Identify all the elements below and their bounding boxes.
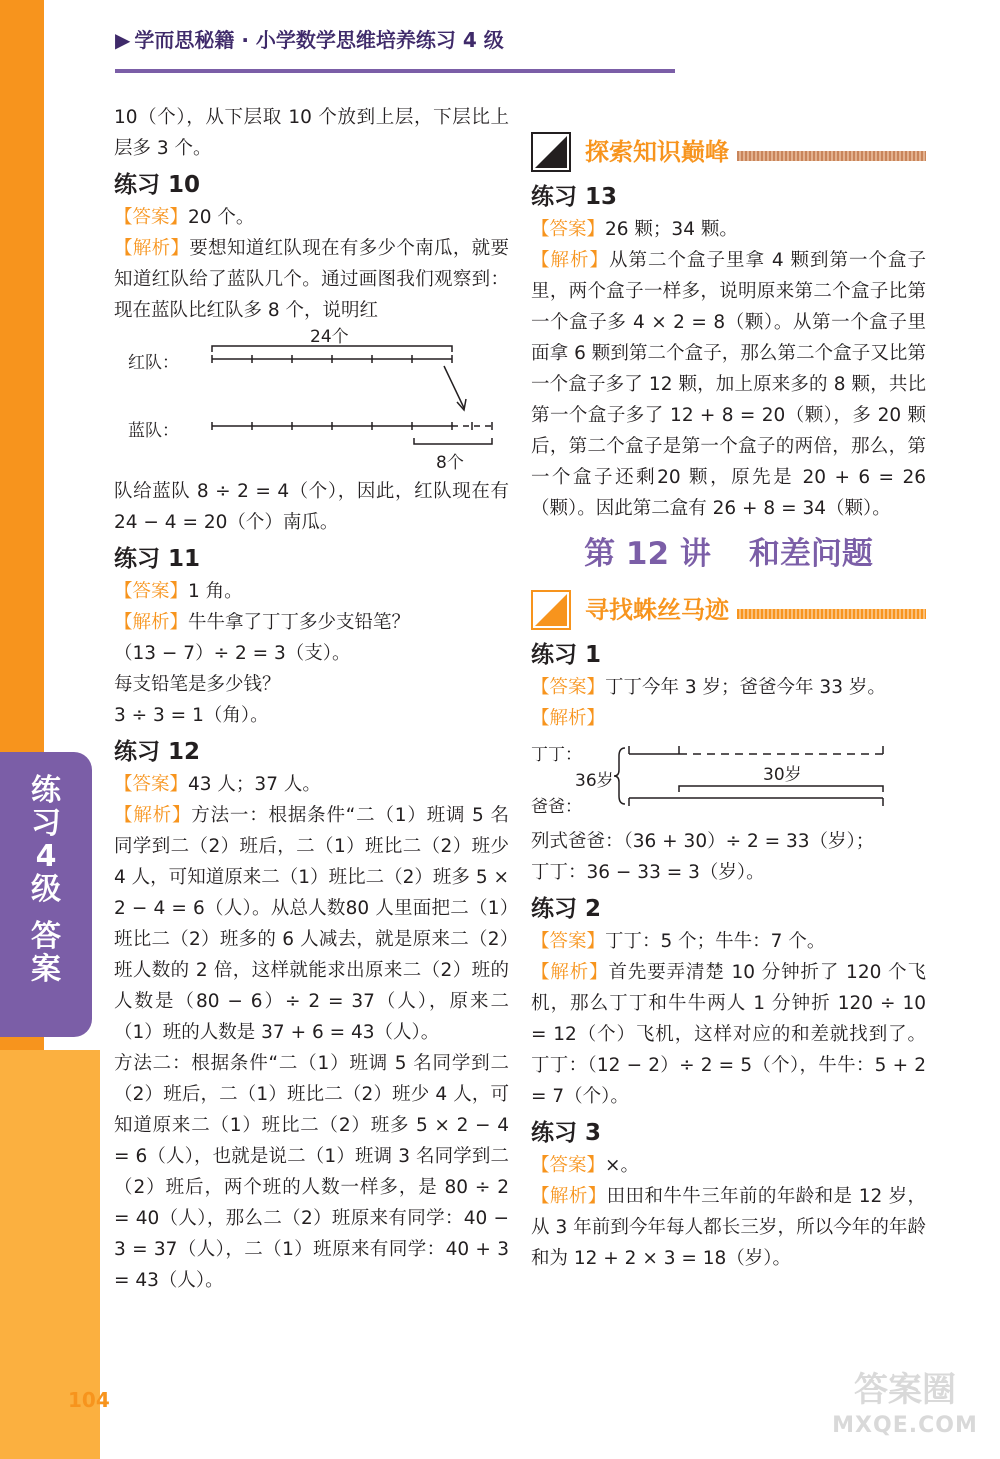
answer-text: 20 个。 bbox=[188, 207, 255, 228]
calc-line: 3 ÷ 3 = 1（角）。 bbox=[114, 705, 269, 726]
section-title: 探索知识巅峰 bbox=[585, 137, 729, 166]
method-two: 方法二：根据条件“二（1）班调 5 名同学到二（2）班后，二（1）班比二（2）班少 4 人，可知道原来二（1）班比二（2）班多 5 × 2 − 4 = 6（人），也就是说二（1）班调 3 名同学到二（2）班后，两个班的人数一样多，是 80 ÷ 2 = 40（人），那么二（2）班原来有同学：40 − 3 = 37（人），二（1）班原来有同学：40 + 3 = 43（人）。 bbox=[114, 1053, 509, 1291]
answer-line bbox=[531, 1150, 926, 1181]
lecture-number: 第 12 讲 bbox=[584, 536, 711, 572]
section-title: 寻找蛛丝马迹 bbox=[585, 595, 729, 624]
pumpkin-diagram bbox=[114, 326, 509, 476]
analysis-text: 从第二个盒子里拿 4 颗到第一个盒子里，两个盒子一样多，说明原来第二个盒子比第一个盒子多 4 × 2 = 8（颗）。从第一个盒子里面拿 6 颗到第二个盒子，那么第二个盒子又比第一个盒子多了 12 颗，加上原来多的 8 颗，共比第一个盒子多了 12 + 8 = 20（颗），多 20 颗后，第二个盒子是第一个盒子的两倍，那么，第一个盒子还剩20 颗，原先是 20 + 6 = 26（颗）。因此第二盒有 26 + 8 = 34（颗）。 bbox=[531, 250, 926, 519]
analysis-line bbox=[114, 800, 509, 1048]
analysis-text: 牛牛拿了丁丁多少支铅笔？ bbox=[188, 612, 411, 633]
play-triangle-icon: ▶ bbox=[115, 28, 131, 52]
answer-text: 1 角。 bbox=[188, 581, 243, 602]
analysis-tag: 【解析】 bbox=[114, 805, 192, 826]
exercise-title: 练习 10 bbox=[114, 172, 201, 198]
analysis-line bbox=[531, 703, 926, 734]
corner-triangle-icon bbox=[531, 132, 571, 172]
dingding-label: 丁丁： bbox=[531, 745, 582, 765]
answer-tag: 【答案】 bbox=[114, 207, 189, 228]
lecture-topic: 和差问题 bbox=[748, 536, 873, 572]
blue-team-label: 蓝队： bbox=[128, 421, 179, 441]
side-tab-char: 答 bbox=[31, 919, 61, 954]
watermark bbox=[820, 1372, 990, 1444]
exercise-title: 练习 11 bbox=[114, 546, 201, 572]
section-bar bbox=[737, 609, 926, 619]
running-header bbox=[115, 24, 504, 53]
header-rule bbox=[115, 69, 675, 73]
exercise-title: 练习 3 bbox=[531, 1120, 602, 1146]
analysis-tag: 【解析】 bbox=[114, 612, 189, 633]
calc-line: 丁丁：36 − 33 = 3（岁）。 bbox=[531, 862, 765, 883]
analysis-tag: 【解析】 bbox=[114, 238, 190, 259]
page-number: 104 bbox=[68, 1388, 110, 1412]
answer-line bbox=[531, 926, 926, 957]
exercise-title: 练习 12 bbox=[114, 739, 201, 765]
total-label: 24个 bbox=[310, 327, 349, 347]
calc-line: （13 − 7）÷ 2 = 3（支）。 bbox=[114, 643, 351, 664]
answer-tag: 【答案】 bbox=[531, 219, 606, 240]
watermark-url: MXQE.COM bbox=[832, 1413, 978, 1438]
analysis-line bbox=[114, 233, 509, 326]
difference-label: 8个 bbox=[436, 453, 464, 473]
analysis-line bbox=[531, 957, 926, 1112]
left-column bbox=[114, 102, 509, 1296]
answer-line bbox=[531, 214, 926, 245]
analysis-text: 首先要弄清楚 10 分钟折了 120 个飞机，那么丁丁和牛牛两人 1 分钟折 120 ÷ 10 = 12（个）飞机，这样对应的和差就找到了。丁丁：（12 − 2）÷ 2 = 5（个），牛牛：5 + 2 = 7（个）。 bbox=[531, 962, 926, 1107]
analysis-continued: 队给蓝队 8 ÷ 2 = 4（个），因此，红队现在有 24 − 4 = 20（个）南瓜。 bbox=[114, 481, 509, 533]
answer-line bbox=[114, 202, 509, 233]
analysis-line bbox=[531, 245, 926, 524]
answer-text: 26 颗；34 颗。 bbox=[605, 219, 738, 240]
analysis-tag: 【解析】 bbox=[531, 1186, 607, 1207]
right-column bbox=[531, 126, 926, 1274]
answer-text: 43 人；37 人。 bbox=[188, 774, 321, 795]
exercise-title: 练习 2 bbox=[531, 896, 602, 922]
answer-tag: 【答案】 bbox=[531, 931, 606, 952]
analysis-line bbox=[114, 607, 509, 638]
answer-tag: 【答案】 bbox=[531, 1155, 606, 1176]
calc-line: 每支铅笔是多少钱？ bbox=[114, 674, 281, 695]
answer-line bbox=[114, 576, 509, 607]
intro-text: 10（个），从下层取 10 个放到上层，下层比上层多 3 个。 bbox=[114, 107, 509, 159]
analysis-line bbox=[531, 1181, 926, 1274]
answer-text: 丁丁：5 个；牛牛：7 个。 bbox=[605, 931, 826, 952]
analysis-text: 方法一：根据条件“二（1）班调 5 名同学到二（2）班后，二（1）班比二（2）班少 4 人，可知道原来二（1）班比二（2）班多 5 × 2 − 4 = 6（人）。从总人数80 人里面把二（1）班比二（2）班多的 6 人减去，就是原来二（2）班人数的 2 倍，这样就能求出原来二（2）班的人数是（80 − 6）÷ 2 = 37（人），原来二（1）班的人数是 37 + 6 = 43（人）。 bbox=[114, 805, 509, 1043]
section-header bbox=[531, 128, 926, 176]
answer-line bbox=[531, 672, 926, 703]
answer-text: 丁丁今年 3 岁；爸爸今年 33 岁。 bbox=[605, 677, 886, 698]
exercise-title: 练习 1 bbox=[531, 642, 602, 668]
side-tab-char: 级 bbox=[31, 872, 61, 907]
side-tab-char: 练 bbox=[31, 773, 61, 808]
answer-tag: 【答案】 bbox=[531, 677, 606, 698]
exercise-title: 练习 13 bbox=[531, 184, 618, 210]
section-header bbox=[531, 586, 926, 634]
red-team-label: 红队： bbox=[128, 353, 179, 373]
analysis-tag: 【解析】 bbox=[531, 962, 609, 983]
side-tab bbox=[0, 752, 92, 1037]
answer-tag: 【答案】 bbox=[114, 774, 189, 795]
calc-line: 列式爸爸：（36 + 30）÷ 2 = 33（岁）； bbox=[531, 831, 875, 852]
diff-label: 30岁 bbox=[763, 765, 802, 785]
lecture-heading bbox=[531, 534, 926, 574]
header-title: 学而思秘籍 · 小学数学思维培养练习 4 级 bbox=[134, 28, 504, 52]
analysis-text: 要想知道红队现在有多少个南瓜，就要知道红队给了蓝队几个。通过画图我们观察到：现在蓝队比红队多 8 个，说明红 bbox=[114, 238, 509, 321]
age-diagram bbox=[531, 734, 926, 826]
analysis-tag: 【解析】 bbox=[531, 250, 609, 271]
analysis-tag: 【解析】 bbox=[531, 708, 606, 729]
section-bar bbox=[737, 151, 926, 161]
dad-label: 爸爸： bbox=[531, 797, 582, 817]
analysis-text: 田田和牛牛三年前的年龄和是 12 岁，从 3 年前到今年每人都长三岁，所以今年的年龄和为 12 + 2 × 3 = 18（岁）。 bbox=[531, 1186, 926, 1269]
corner-triangle-icon bbox=[531, 590, 571, 630]
answer-line bbox=[114, 769, 509, 800]
diagram-lines bbox=[531, 734, 926, 826]
watermark-text: 答案圈 bbox=[854, 1370, 956, 1410]
answer-tag: 【答案】 bbox=[114, 581, 189, 602]
side-tab-char: 习 bbox=[31, 806, 61, 841]
sum-label: 36岁 bbox=[575, 771, 614, 791]
diagram-lines bbox=[114, 326, 509, 476]
side-tab-char: 4 bbox=[35, 839, 57, 874]
answer-text: ×。 bbox=[605, 1155, 640, 1176]
side-tab-char: 案 bbox=[31, 952, 61, 987]
